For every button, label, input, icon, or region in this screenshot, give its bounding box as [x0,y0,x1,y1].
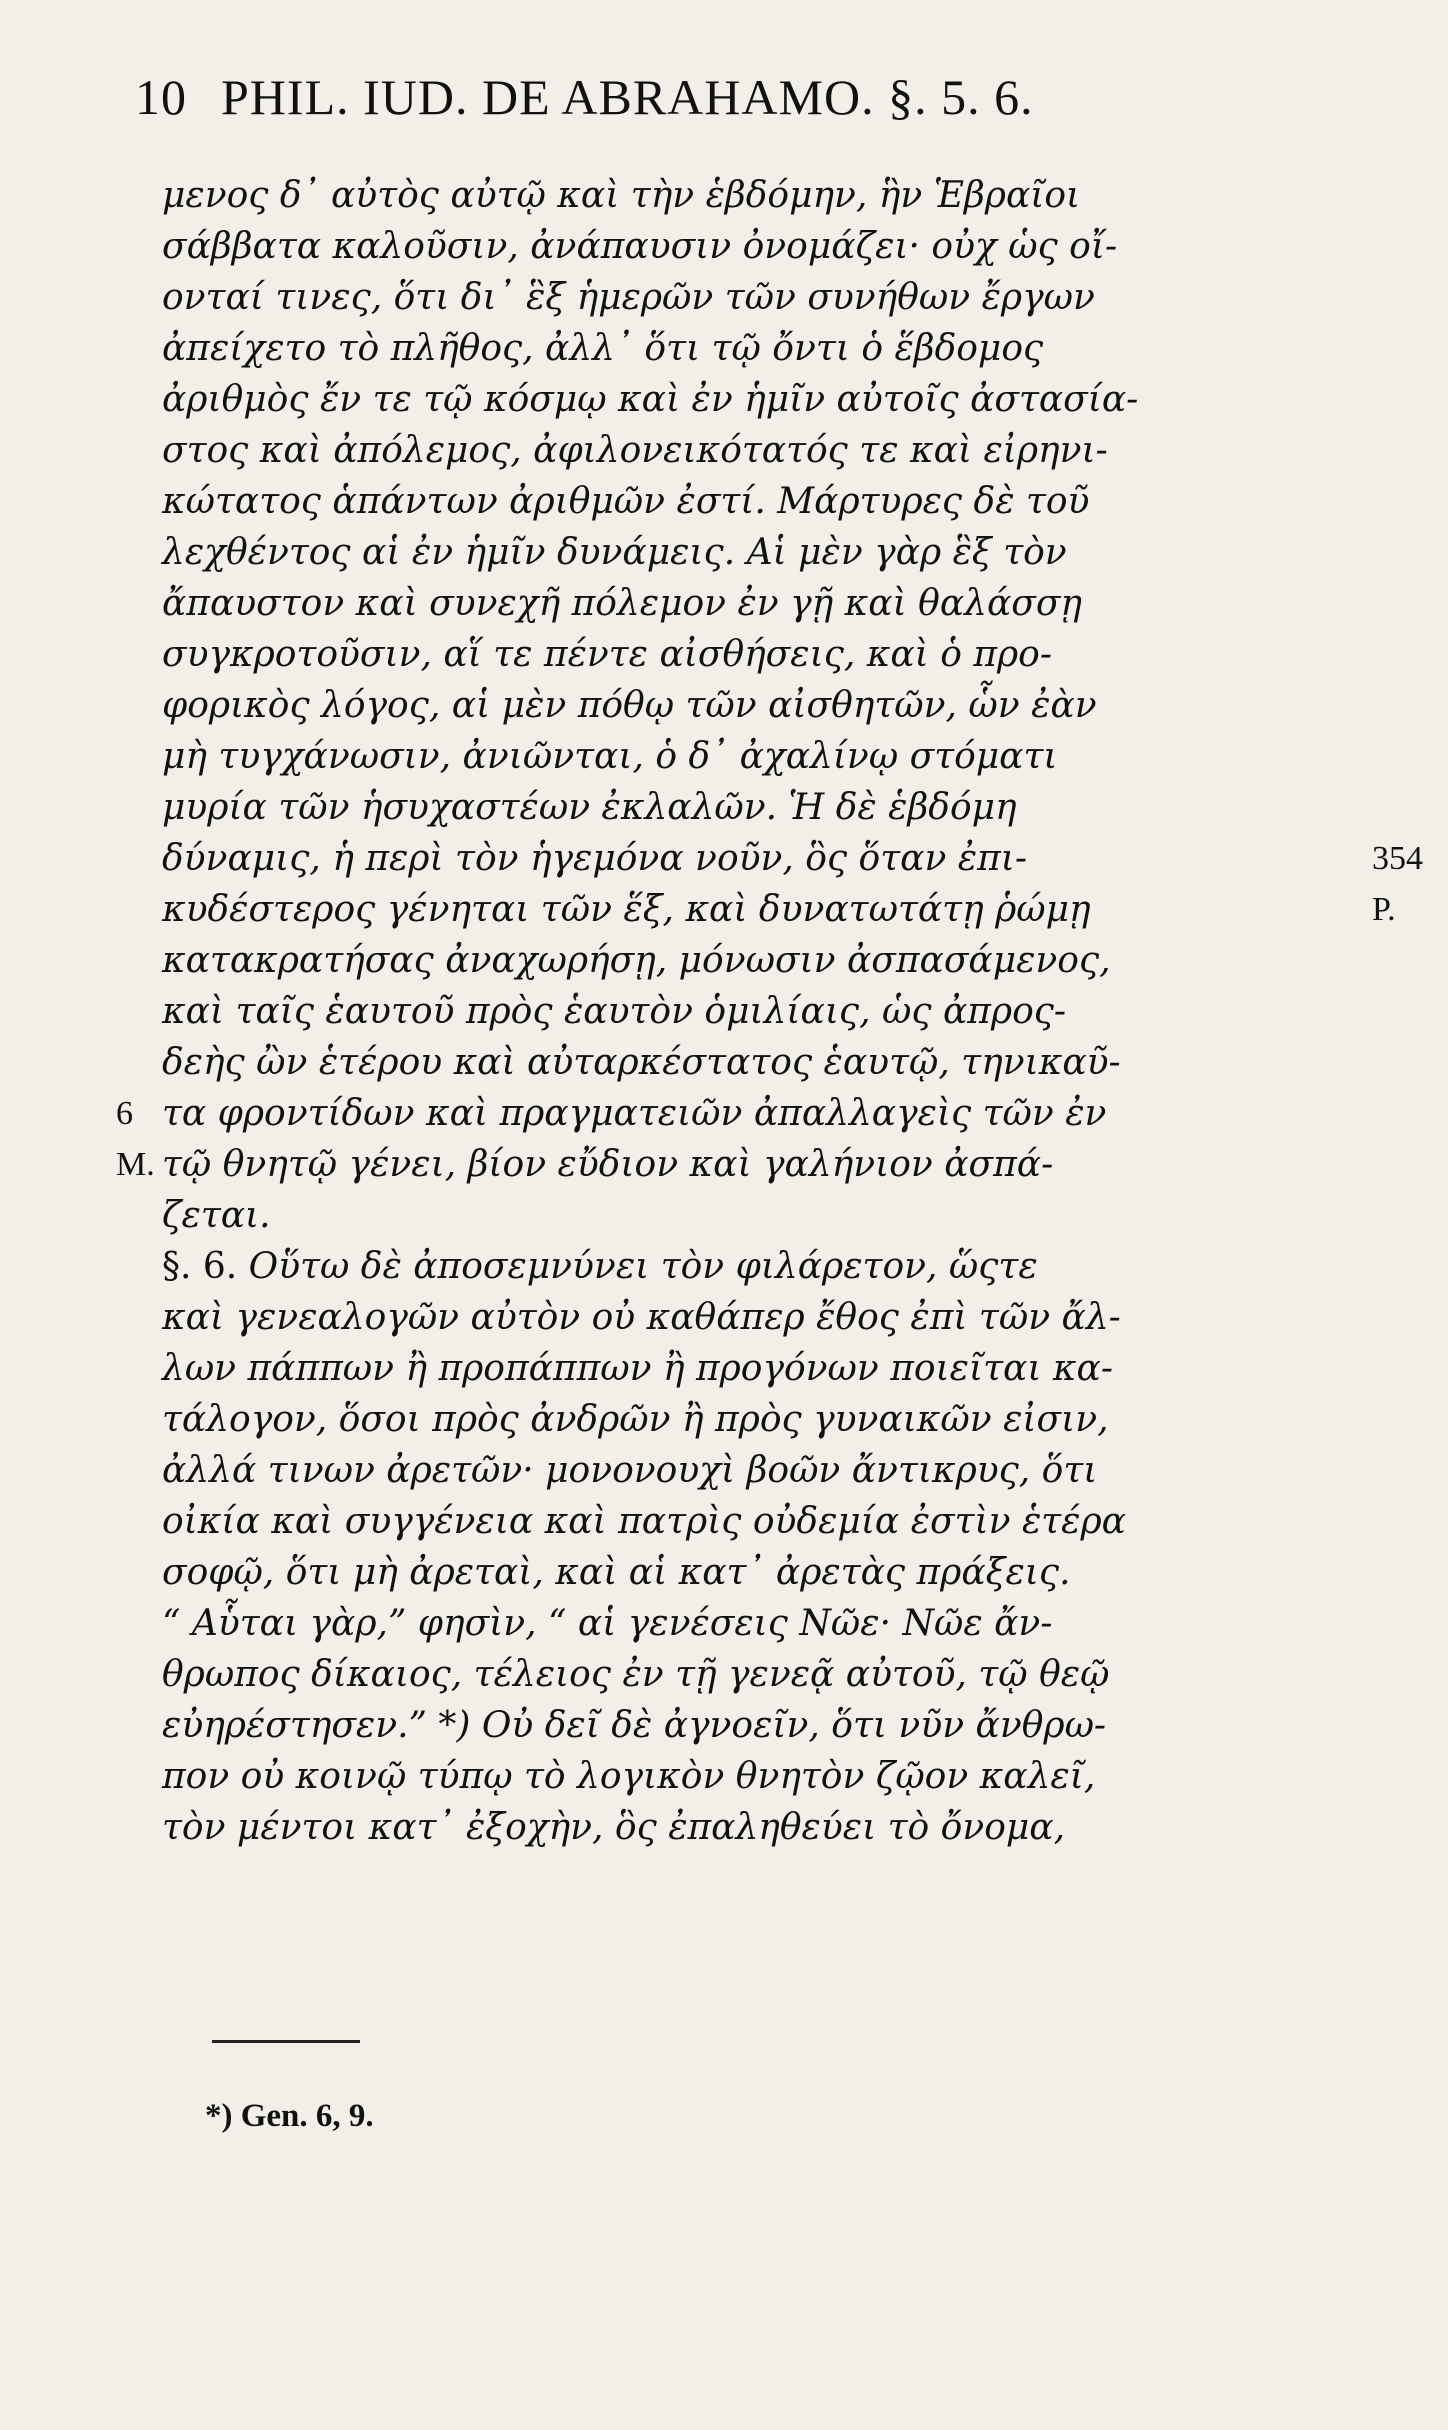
line-text: ονταί τινες, ὅτι δι᾿ ἓξ ἡμερῶν τῶν συνήθων ἔργων [162,277,1095,318]
text-line [116,1139,1382,1190]
line-text: “ Αὗται γὰρ,” φησὶν, “ αἱ γενέσεις Νῶε· Νῶε ἄν- [162,1603,1053,1644]
line-text: λεχθέντος αἱ ἐν ἡμῖν δυνάμεις. Αἱ μὲν γὰρ ἓξ τὸν [162,532,1067,573]
text-line [162,680,1382,731]
text-line [162,221,1382,272]
text-line [162,170,1382,221]
text-line [162,1547,1382,1598]
text-line [162,1343,1382,1394]
text-line [162,833,1423,884]
text-line [162,1598,1382,1649]
text-line [116,1088,1382,1139]
text-line [162,272,1382,323]
line-text: ζεται. [162,1195,271,1236]
line-text: φορικὸς λόγος, αἱ μὲν πόθῳ τῶν αἰσθητῶν, ὧν ἐὰν [162,685,1097,726]
margin-note-right: P. [1372,891,1396,928]
text-line [162,884,1396,935]
text-line [162,1700,1382,1751]
line-text: συγκροτοῦσιν, αἵ τε πέντε αἰσθήσεις, καὶ ὁ προ- [162,634,1052,675]
line-text: μενος δ᾿ αὐτὸς αὐτῷ καὶ τὴν ἑβδόμην, ἣν Ἑβραῖοι [162,175,1081,216]
line-text: κώτατος ἁπάντων ἀριθμῶν ἐστί. Μάρτυρες δὲ τοῦ [162,481,1090,522]
line-text: ἀλλά τινων ἀρετῶν· μονονουχὶ βοῶν ἄντικρυς, ὅτι [162,1450,1098,1491]
line-text: τα φροντίδων καὶ πραγματειῶν ἀπαλλαγεὶς τῶν ἐν [162,1093,1107,1134]
line-text: κατακρατήσας ἀναχωρήσῃ, μόνωσιν ἀσπασάμενος, [162,940,1111,981]
line-text: μυρία τῶν ἡσυχαστέων ἐκλαλῶν. Ἡ δὲ ἑβδόμη [162,787,1017,828]
margin-note-left: M. [116,1146,155,1183]
text-line [162,629,1382,680]
line-text: δύναμις, ἡ περὶ τὸν ἡγεμόνα νοῦν, ὃς ὅταν ἐπι- [162,838,1028,879]
footnote: *) Gen. 6, 9. [205,2098,374,2134]
text-line [162,1037,1382,1088]
text-line [162,1241,1382,1292]
line-text: κυδέστερος γένηται τῶν ἕξ, καὶ δυνατωτάτῃ ῥώμῃ [162,889,1091,930]
footnote-divider [212,2040,360,2043]
line-text: σάββατα καλοῦσιν, ἀνάπαυσιν ὀνομάζει· οὐχ ὡς οἴ- [162,226,1118,267]
line-text: λων πάππων ἢ προπάππων ἢ προγόνων ποιεῖται κα- [162,1348,1113,1389]
text-line [162,1802,1382,1853]
text-line [162,986,1382,1037]
text-line [162,782,1382,833]
line-text: τάλογον, ὅσοι πρὸς ἀνδρῶν ἢ πρὸς γυναικῶν εἰσιν, [162,1399,1109,1440]
text-line [162,1751,1382,1802]
text-line [162,527,1382,578]
running-header [135,68,1034,126]
text-line [162,1190,1382,1241]
margin-note-right: 354 [1372,840,1423,877]
text-line [162,425,1382,476]
line-text: τῷ θνητῷ γένει, βίον εὔδιον καὶ γαλήνιον ἀσπά- [162,1144,1054,1185]
section-mark: §. 6. [162,1246,238,1287]
text-line [162,1394,1382,1445]
line-text: πον οὐ κοινῷ τύπῳ τὸ λογικὸν θνητὸν ζῷον καλεῖ, [162,1756,1096,1797]
running-title: PHIL. IUD. DE ABRAHAMO. §. 5. 6. [221,69,1034,125]
line-text: ἄπαυστον καὶ συνεχῆ πόλεμον ἐν γῇ καὶ θαλάσσῃ [162,583,1082,624]
line-text: ἀπείχετο τὸ πλῆθος, ἀλλ᾿ ὅτι τῷ ὄντι ὁ ἕβδομος [162,328,1044,369]
text-line [162,1445,1382,1496]
line-text: στος καὶ ἀπόλεμος, ἀφιλονεικότατός τε καὶ εἰρηνι- [162,430,1108,471]
line-text: Οὕτω δὲ ἀποσεμνύνει τὸν φιλάρετον, ὥςτε [237,1246,1038,1287]
text-line [162,374,1382,425]
line-text: ἀριθμὸς ἔν τε τῷ κόσμῳ καὶ ἐν ἡμῖν αὐτοῖς ἀστασία- [162,379,1139,420]
page-number: 10 [135,69,187,125]
text-line [162,1292,1382,1343]
text-line [162,1496,1382,1547]
text-line [162,323,1382,374]
line-text: τὸν μέντοι κατ᾿ ἐξοχὴν, ὃς ἐπαληθεύει τὸ ὄνομα, [162,1807,1066,1848]
line-text: μὴ τυγχάνωσιν, ἀνιῶνται, ὁ δ᾿ ἀχαλίνῳ στόματι [162,736,1058,777]
line-text: οἰκία καὶ συγγένεια καὶ πατρὶς οὐδεμία ἐστὶν ἑτέρα [162,1501,1126,1542]
line-text: δεὴς ὢν ἑτέρου καὶ αὐταρκέστατος ἑαυτῷ, τηνικαῦ- [162,1042,1121,1083]
text-line [162,731,1382,782]
line-text: σοφῷ, ὅτι μὴ ἀρεταὶ, καὶ αἱ κατ᾿ ἀρετὰς πράξεις. [162,1552,1071,1593]
margin-note-left: 6 [116,1095,133,1132]
line-text: θρωπος δίκαιος, τέλειος ἐν τῇ γενεᾷ αὐτοῦ, τῷ θεῷ [162,1654,1110,1695]
main-text [116,170,1423,1853]
text-line [162,1649,1382,1700]
text-line [162,935,1382,986]
text-line [162,476,1382,527]
line-text: καὶ γενεαλογῶν αὐτὸν οὐ καθάπερ ἔθος ἐπὶ τῶν ἄλ- [162,1297,1121,1338]
line-text: καὶ ταῖς ἑαυτοῦ πρὸς ἑαυτὸν ὁμιλίαις, ὡς ἀπρος- [162,991,1067,1032]
text-line [162,578,1382,629]
line-text: εὐηρέστησεν.” *) Οὐ δεῖ δὲ ἀγνοεῖν, ὅτι νῦν ἄνθρω- [162,1705,1107,1746]
